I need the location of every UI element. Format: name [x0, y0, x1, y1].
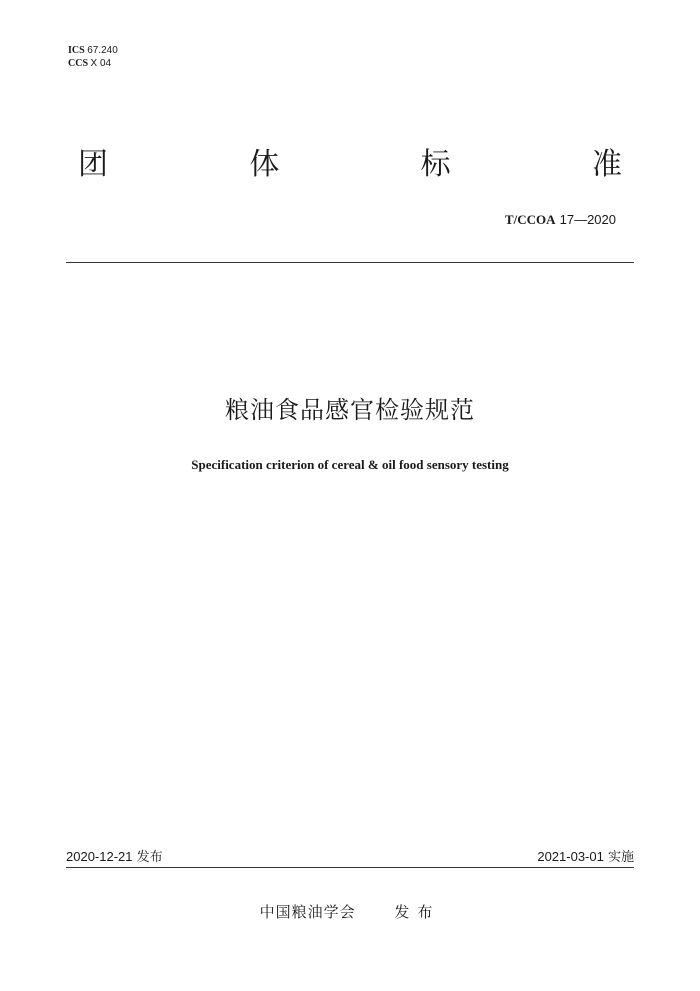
title-chinese: 粮油食品感官检验规范 [225, 396, 475, 424]
standard-number [505, 212, 616, 228]
implementation-date-value: 2021-03-01 [537, 849, 604, 864]
issue-date-word: 发布 [136, 850, 163, 865]
issue-date [66, 846, 163, 865]
standard-type-heading [78, 145, 622, 185]
ccs-value: X 04 [90, 58, 112, 69]
standard-number-prefix: T/CCOA [504, 212, 556, 227]
standard-type-char: 体 [249, 147, 280, 182]
issue-date-value: 2020-12-21 [66, 849, 133, 864]
top-divider [66, 262, 634, 263]
classification-codes [68, 44, 118, 70]
standard-number-value: 17—2020 [559, 212, 616, 227]
implementation-date-word: 实施 [607, 850, 634, 865]
standard-type-char: 准 [591, 147, 622, 182]
publisher-action: 发布 [394, 903, 441, 921]
ics-code [68, 44, 118, 57]
bottom-divider [66, 867, 634, 868]
implementation-date [537, 846, 634, 865]
publisher-organization: 中国粮油学会 [259, 903, 356, 921]
standard-type-char: 团 [78, 147, 108, 182]
ccs-code [68, 57, 118, 70]
standard-type-char: 标 [420, 147, 451, 182]
ics-label: ICS [68, 45, 85, 56]
ccs-label: CCS [68, 58, 89, 69]
publisher-line [0, 901, 700, 922]
ics-value: 67.240 [87, 45, 118, 56]
title-english: Specification criterion of cereal & oil food sensory testing [191, 457, 509, 472]
